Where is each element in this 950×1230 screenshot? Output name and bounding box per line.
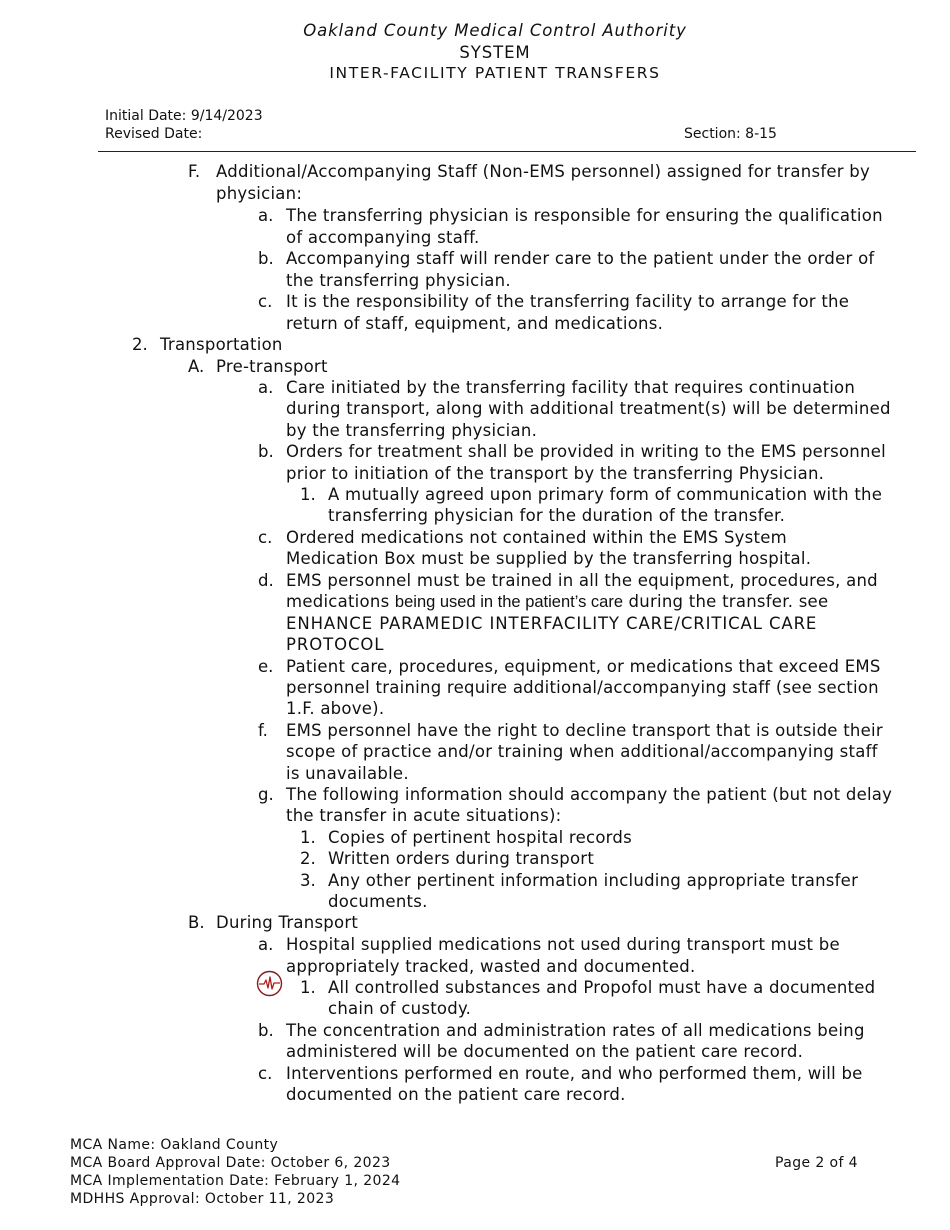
item-marker: e. xyxy=(258,657,274,676)
list-item-text: of accompanying staff. xyxy=(286,228,480,247)
item-marker: a. xyxy=(258,206,274,225)
text-run: medications xyxy=(286,592,395,611)
list-item-text: Accompanying staff will render care to the patient under the order of xyxy=(286,249,875,268)
item-marker: b. xyxy=(258,1021,274,1040)
list-item-text: Copies of pertinent hospital records xyxy=(328,828,632,847)
section-f-text: physician: xyxy=(216,184,303,203)
list-item-text: Care initiated by the transferring facility that requires continuation xyxy=(286,378,856,397)
list-item-text: documents. xyxy=(328,892,428,911)
subsection-heading: During Transport xyxy=(216,913,359,932)
item-marker: 1. xyxy=(300,485,316,504)
item-marker: c. xyxy=(258,1064,273,1083)
item-marker: A. xyxy=(188,357,205,376)
list-item-text: The transferring physician is responsible for ensuring the qualification xyxy=(286,206,883,225)
list-item-text: Any other pertinent information including appropriate transfer xyxy=(328,871,859,890)
list-item-text: transferring physician for the duration of the transfer. xyxy=(328,506,786,525)
document-title: INTER-FACILITY PATIENT TRANSFERS xyxy=(329,64,661,82)
item-marker: f. xyxy=(258,721,268,740)
item-marker: 1. xyxy=(300,978,316,997)
list-item-text: during transport, along with additional treatment(s) will be determined xyxy=(286,399,891,418)
list-item-text: the transfer in acute situations): xyxy=(286,806,562,825)
list-item-text: documented on the patient care record. xyxy=(286,1085,626,1104)
section-f-text: Additional/Accompanying Staff (Non-EMS personnel) assigned for transfer by xyxy=(216,162,871,181)
page-number: Page 2 of 4 xyxy=(775,1155,858,1171)
initial-date: Initial Date: 9/14/2023 xyxy=(105,108,263,124)
list-item-text: is unavailable. xyxy=(286,764,409,783)
item-marker: g. xyxy=(258,785,274,804)
footer-board-approval: MCA Board Approval Date: October 6, 2023 xyxy=(70,1155,391,1171)
list-item-text: return of staff, equipment, and medications. xyxy=(286,314,664,333)
item-marker: B. xyxy=(188,913,205,932)
list-item-text: appropriately tracked, wasted and documented. xyxy=(286,957,696,976)
list-item-text: Hospital supplied medications not used during transport must be xyxy=(286,935,840,954)
list-item-text: EMS personnel must be trained in all the equipment, procedures, and xyxy=(286,571,878,590)
list-item-text: by the transferring physician. xyxy=(286,421,538,440)
list-item-text: chain of custody. xyxy=(328,999,472,1018)
section-heading: Transportation xyxy=(160,335,283,354)
list-item-text: 1.F. above). xyxy=(286,699,385,718)
paramedic-ecg-icon xyxy=(256,970,283,997)
item-marker: d. xyxy=(258,571,274,590)
footer-mdhhs-approval: MDHHS Approval: October 11, 2023 xyxy=(70,1191,335,1207)
list-item-text: Patient care, procedures, equipment, or medications that exceed EMS xyxy=(286,657,881,676)
item-marker: a. xyxy=(258,935,274,954)
list-item-text: personnel training require additional/accompanying staff (see section xyxy=(286,678,879,697)
item-marker: b. xyxy=(258,442,274,461)
organization-name: Oakland County Medical Control Authority xyxy=(303,21,687,40)
item-marker: c. xyxy=(258,528,273,547)
text-run: being used in the patient’s care xyxy=(394,593,624,611)
list-item-text: administered will be documented on the patient care record. xyxy=(286,1042,804,1061)
header-divider xyxy=(98,151,916,152)
list-item-text: All controlled substances and Propofol must have a documented xyxy=(328,978,876,997)
item-marker: 3. xyxy=(300,871,316,890)
list-item-text xyxy=(286,591,828,614)
revised-date: Revised Date: xyxy=(105,126,203,142)
list-item-text: Ordered medications not contained within the EMS System xyxy=(286,528,787,547)
list-item-text: EMS personnel have the right to decline transport that is outside their xyxy=(286,721,883,740)
item-marker: 2. xyxy=(132,335,148,354)
footer-implementation-date: MCA Implementation Date: February 1, 2024 xyxy=(70,1173,401,1189)
item-marker: a. xyxy=(258,378,274,397)
item-marker: 2. xyxy=(300,849,316,868)
protocol-reference: ENHANCE PARAMEDIC INTERFACILITY CARE/CRITICAL CARE xyxy=(286,614,818,633)
item-marker: 1. xyxy=(300,828,316,847)
protocol-reference: PROTOCOL xyxy=(286,635,385,654)
item-marker: b. xyxy=(258,249,274,268)
list-item-text: scope of practice and/or training when additional/accompanying staff xyxy=(286,742,878,761)
list-item-text: prior to initiation of the transport by the transferring Physician. xyxy=(286,464,825,483)
list-item-text: Medication Box must be supplied by the transferring hospital. xyxy=(286,549,812,568)
list-item-text: The concentration and administration rates of all medications being xyxy=(286,1021,865,1040)
list-item-text: Written orders during transport xyxy=(328,849,595,868)
list-item-text: It is the responsibility of the transferring facility to arrange for the xyxy=(286,292,850,311)
list-item-text: Interventions performed en route, and who performed them, will be xyxy=(286,1064,863,1083)
section-number: Section: 8-15 xyxy=(684,126,777,142)
item-marker: F. xyxy=(188,162,201,181)
item-marker: c. xyxy=(258,292,273,311)
text-run: during the transfer. see xyxy=(623,592,829,611)
subsection-heading: Pre-transport xyxy=(216,357,328,376)
list-item-text: the transferring physician. xyxy=(286,271,511,290)
list-item-text: The following information should accompany the patient (but not delay xyxy=(286,785,893,804)
list-item-text: A mutually agreed upon primary form of communication with the xyxy=(328,485,883,504)
footer-mca-name: MCA Name: Oakland County xyxy=(70,1137,279,1153)
system-label: SYSTEM xyxy=(459,43,531,62)
list-item-text: Orders for treatment shall be provided in writing to the EMS personnel xyxy=(286,442,886,461)
